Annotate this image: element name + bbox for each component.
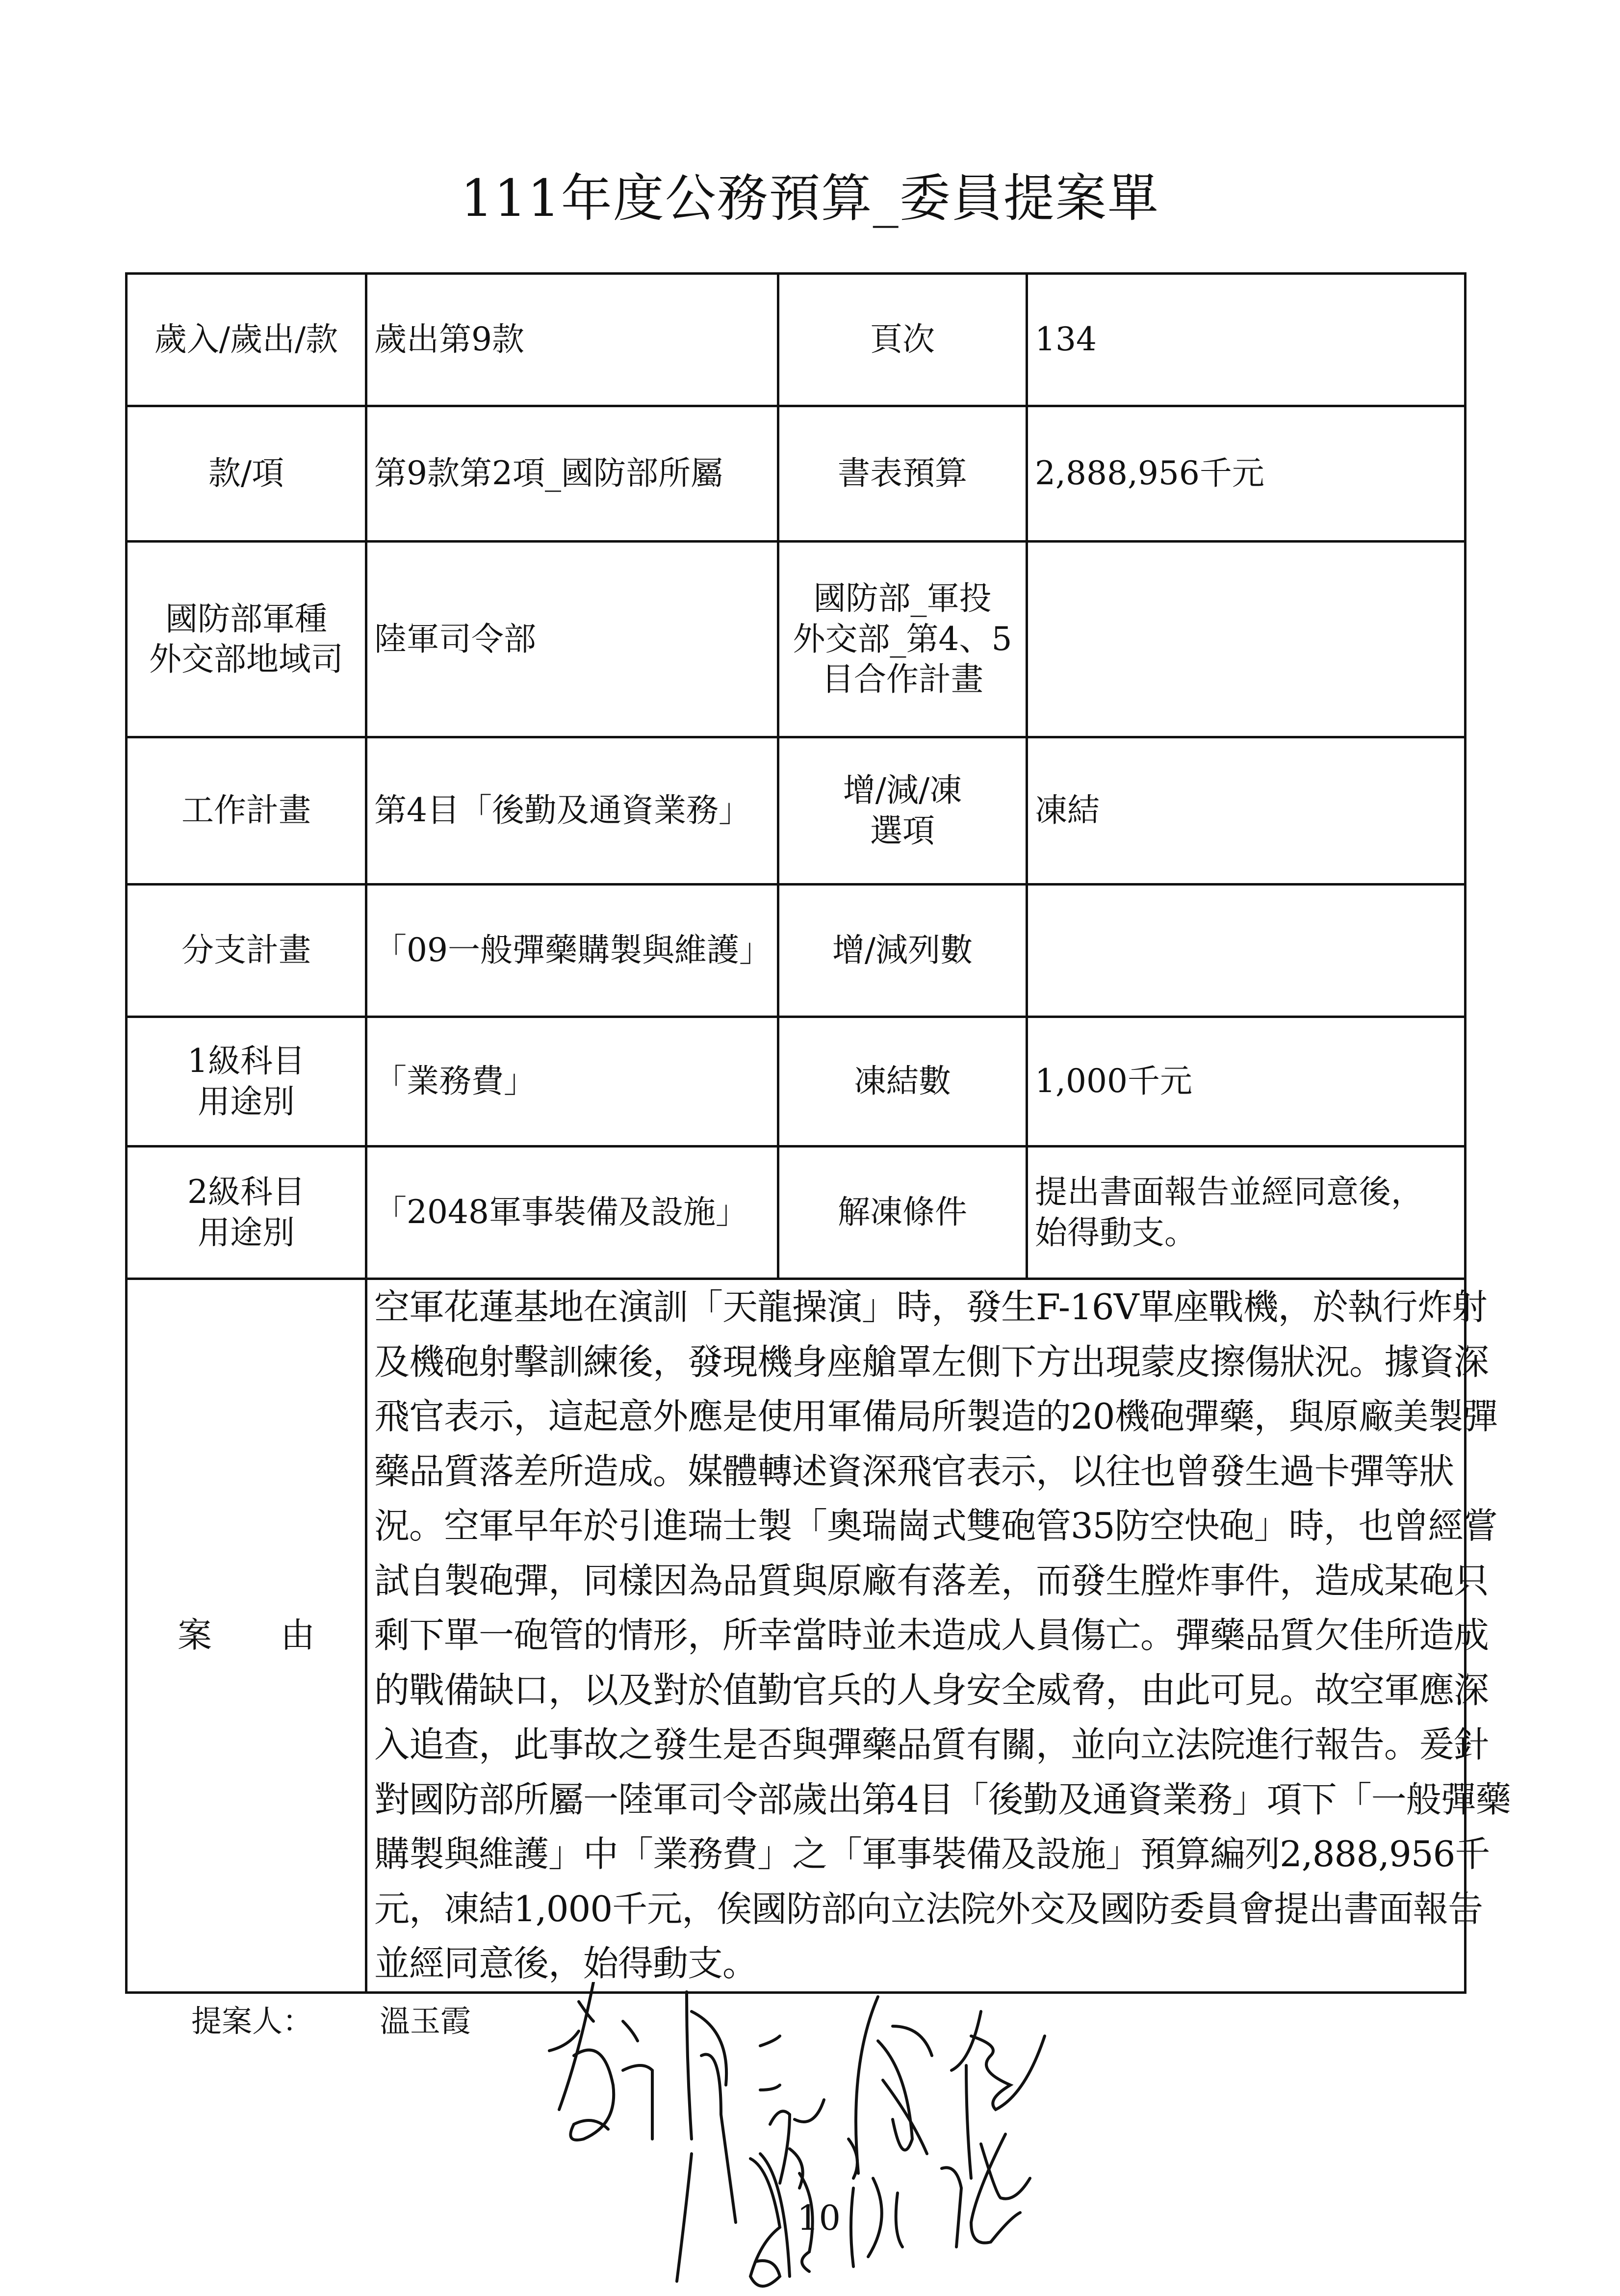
field-value: 第4目「後勤及通資業務」 (366, 737, 778, 885)
field-label: 1級科目 用途別 (127, 1017, 366, 1147)
page-number: 10 (797, 2198, 841, 2238)
case-line: 元，凍結1,000千元，俟國防部向立法院外交及國防委員會提出書面報告 (374, 1888, 1483, 1930)
field-label: 頁次 (778, 274, 1027, 406)
handwritten-signatures (540, 1982, 1275, 2296)
field-value: 1,000千元 (1027, 1017, 1466, 1147)
case-line: 剩下單一砲管的情形，所幸當時並未造成人員傷亡。彈藥品質欠佳所造成 (374, 1615, 1489, 1656)
field-label: 書表預算 (778, 406, 1027, 542)
field-value: 2,888,956千元 (1027, 406, 1466, 542)
case-text (366, 1279, 1511, 1993)
case-line: 飛官表示，這起意外應是使用軍備局所製造的20機砲彈藥，與原廠美製彈 (374, 1396, 1498, 1437)
proposal-form-table (125, 272, 1511, 1994)
field-value: 提出書面報告並經同意後， 始得動支。 (1027, 1147, 1466, 1279)
field-label: 2級科目 用途別 (127, 1147, 366, 1279)
field-value: 「2048軍事裝備及設施」 (366, 1147, 778, 1279)
case-label: 案 由 (127, 1279, 366, 1993)
case-line: 入追查，此事故之發生是否與彈藥品質有關，並向立法院進行報告。爰針 (374, 1724, 1489, 1765)
case-line: 試自製砲彈，同樣因為品質與原廠有落差，而發生膛炸事件，造成某砲只 (374, 1560, 1489, 1601)
field-label: 國防部軍種 外交部地域司 (127, 542, 366, 737)
form-row (127, 406, 1466, 542)
form-row (127, 737, 1466, 885)
form-row (127, 274, 1466, 406)
form-row (127, 542, 1466, 737)
field-label: 凍結數 (778, 1017, 1027, 1147)
case-line: 及機砲射擊訓練後，發現機身座艙罩左側下方出現蒙皮擦傷狀況。據資深 (374, 1341, 1489, 1383)
proposer-label: 提案人： (191, 2003, 313, 2039)
case-line: 的戰備缺口，以及對於值勤官兵的人身安全威脅，由此可見。故空軍應深 (374, 1669, 1489, 1711)
field-label: 分支計畫 (127, 885, 366, 1017)
form-row (127, 885, 1466, 1017)
proposer-name: 溫玉霞 (380, 2003, 471, 2039)
case-line: 況。空軍早年於引進瑞士製「奧瑞崗式雙砲管35防空快砲」時，也曾經嘗 (374, 1505, 1498, 1546)
field-label: 歲入/歲出/款 (127, 274, 366, 406)
field-value (1027, 542, 1466, 737)
field-value: 第9款第2項_國防部所屬 (366, 406, 778, 542)
form-row (127, 1147, 1466, 1279)
field-value (1027, 885, 1466, 1017)
field-label: 增/減列數 (778, 885, 1027, 1017)
field-value: 凍結 (1027, 737, 1466, 885)
field-label: 工作計畫 (127, 737, 366, 885)
field-value: 歲出第9款 (366, 274, 778, 406)
form-row (127, 1017, 1466, 1147)
field-label: 款/項 (127, 406, 366, 542)
case-line: 藥品質落差所造成。媒體轉述資深飛官表示，以往也曾發生過卡彈等狀 (374, 1450, 1454, 1492)
case-line: 對國防部所屬一陸軍司令部歲出第4目「後勤及通資業務」項下「一般彈藥 (374, 1778, 1511, 1820)
signature-1 (549, 1982, 736, 2222)
field-value: 陸軍司令部 (366, 542, 778, 737)
field-label: 解凍條件 (778, 1147, 1027, 1279)
field-label: 國防部_軍投 外交部_第4、5 目合作計畫 (778, 542, 1027, 737)
case-line: 空軍花蓮基地在演訓「天龍操演」時，發生F-16V單座戰機，於執行炸射 (374, 1286, 1487, 1328)
field-label: 增/減/凍 選項 (778, 737, 1027, 885)
case-line: 購製與維護」中「業務費」之「軍事裝備及設施」預算編列2,888,956千 (374, 1833, 1490, 1875)
field-value: 「業務費」 (366, 1017, 778, 1147)
case-row (127, 1279, 1466, 1993)
signature-2 (760, 1997, 1045, 2183)
field-value: 「09一般彈藥購製與維護」 (366, 885, 778, 1017)
field-value: 134 (1027, 274, 1466, 406)
page-title: 111年度公務預算_委員提案單 (461, 168, 1159, 228)
case-line: 並經同意後，始得動支。 (374, 1943, 758, 1984)
